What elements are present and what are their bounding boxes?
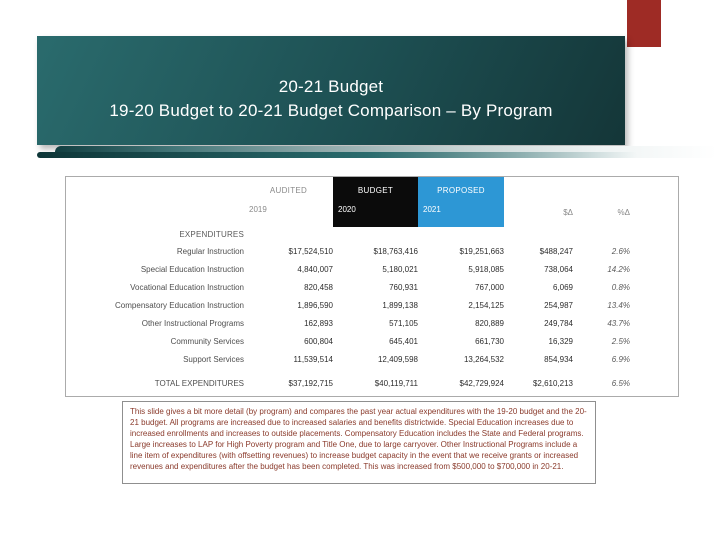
table-row xyxy=(66,243,678,261)
col-header-proposed-year: 2021 xyxy=(423,205,441,214)
budget-value: 5,180,021 xyxy=(382,265,418,274)
budget-value: 571,105 xyxy=(389,319,418,328)
proposed-value: $19,251,663 xyxy=(459,247,504,256)
audited-value: 820,458 xyxy=(304,283,333,292)
row-label: Other Instructional Programs xyxy=(141,319,244,328)
budget-comparison-table xyxy=(65,176,679,397)
total-budget-value: $40,119,711 xyxy=(374,379,418,388)
total-pct-value: 6.5% xyxy=(611,379,630,388)
section-header-row xyxy=(66,227,678,243)
proposed-value: 2,154,125 xyxy=(468,301,504,310)
slide-title: 20-21 Budget xyxy=(278,77,384,96)
col-header-budget xyxy=(333,177,418,227)
budget-value: 1,899,138 xyxy=(382,301,418,310)
audited-value: $17,524,510 xyxy=(288,247,333,256)
table-row xyxy=(66,279,678,297)
table-row xyxy=(66,261,678,279)
slide-subtitle: 19-20 Budget to 20-21 Budget Comparison – By Program xyxy=(109,101,553,120)
pct-value: 6.9% xyxy=(611,355,630,364)
proposed-value: 661,730 xyxy=(475,337,504,346)
row-label: Compensatory Education Instruction xyxy=(115,301,244,310)
delta-value: 738,064 xyxy=(544,265,573,274)
delta-value: $488,247 xyxy=(539,247,573,256)
row-label: Community Services xyxy=(170,337,244,346)
delta-value: 16,329 xyxy=(548,337,573,346)
audited-value: 1,896,590 xyxy=(297,301,333,310)
table-body xyxy=(66,243,678,369)
audited-value: 11,539,514 xyxy=(293,355,333,364)
table-row xyxy=(66,297,678,315)
red-accent-bar xyxy=(627,0,661,47)
col-header-budget-year: 2020 xyxy=(338,205,356,214)
audited-value: 4,840,007 xyxy=(297,265,333,274)
total-label: TOTAL EXPENDITURES xyxy=(154,379,244,388)
col-header-blank xyxy=(66,177,244,227)
delta-value: 249,784 xyxy=(544,319,573,328)
pct-value: 13.4% xyxy=(607,301,630,310)
notes-box xyxy=(122,401,596,484)
pct-value: 43.7% xyxy=(607,319,630,328)
audited-value: 600,804 xyxy=(304,337,333,346)
pct-value: 2.5% xyxy=(611,337,630,346)
proposed-value: 13,264,532 xyxy=(463,355,504,364)
col-header-dollar-delta: $Δ xyxy=(563,208,573,217)
col-header-pct-delta: %Δ xyxy=(617,208,630,217)
col-header-audited xyxy=(244,177,333,227)
row-label: Regular Instruction xyxy=(176,247,244,256)
table-header-row xyxy=(66,177,678,227)
row-label: Vocational Education Instruction xyxy=(130,283,244,292)
table-row xyxy=(66,315,678,333)
pct-value: 14.2% xyxy=(607,265,630,274)
budget-value: 760,931 xyxy=(389,283,418,292)
title-block xyxy=(37,36,625,145)
col-header-proposed xyxy=(418,177,504,227)
audited-value: 162,893 xyxy=(304,319,333,328)
proposed-value: 820,889 xyxy=(475,319,504,328)
divider-swoosh-accent xyxy=(37,152,637,158)
col-header-proposed-label: PROPOSED xyxy=(437,186,485,195)
delta-value: 854,934 xyxy=(544,355,573,364)
total-audited-value: $37,192,715 xyxy=(288,379,333,388)
proposed-value: 5,918,085 xyxy=(468,265,504,274)
section-label: EXPENDITURES xyxy=(179,230,244,239)
col-header-audited-year: 2019 xyxy=(249,205,267,214)
table-row xyxy=(66,351,678,369)
budget-value: 12,409,598 xyxy=(377,355,418,364)
col-header-budget-label: BUDGET xyxy=(357,186,394,195)
pct-value: 2.6% xyxy=(611,247,630,256)
row-label: Support Services xyxy=(183,355,244,364)
total-row xyxy=(66,374,678,394)
proposed-value: 767,000 xyxy=(475,283,504,292)
pct-value: 0.8% xyxy=(611,283,630,292)
budget-value: 645,401 xyxy=(389,337,418,346)
total-delta-value: $2,610,213 xyxy=(532,379,573,388)
col-header-audited-label: AUDITED xyxy=(269,186,308,195)
delta-value: 6,069 xyxy=(552,283,573,292)
delta-value: 254,987 xyxy=(544,301,573,310)
total-proposed-value: $42,729,924 xyxy=(459,379,504,388)
notes-text: This slide gives a bit more detail (by program) and compares the past year actual expenditures with the 19-20 budget and the 20-21 budget. All programs are increased due to increased salaries and benefits districtwide. Special Education increases due to increased enrollments and increases to outside placements. Compensatory Education includes the State and Federal programs. Large increases to LAP for High Poverty program and Title One, due to large carryover. Other Instructional Programs include a line item of expenditures (with offsetting revenues) to increase budget capacity in the event that we receive grants or increased revenues and expenditures after the budget has been completed. This was increased from $500,000 to $700,000 in 20-21. xyxy=(130,407,587,471)
table-row xyxy=(66,333,678,351)
row-label: Special Education Instruction xyxy=(140,265,244,274)
budget-value: $18,763,416 xyxy=(373,247,418,256)
